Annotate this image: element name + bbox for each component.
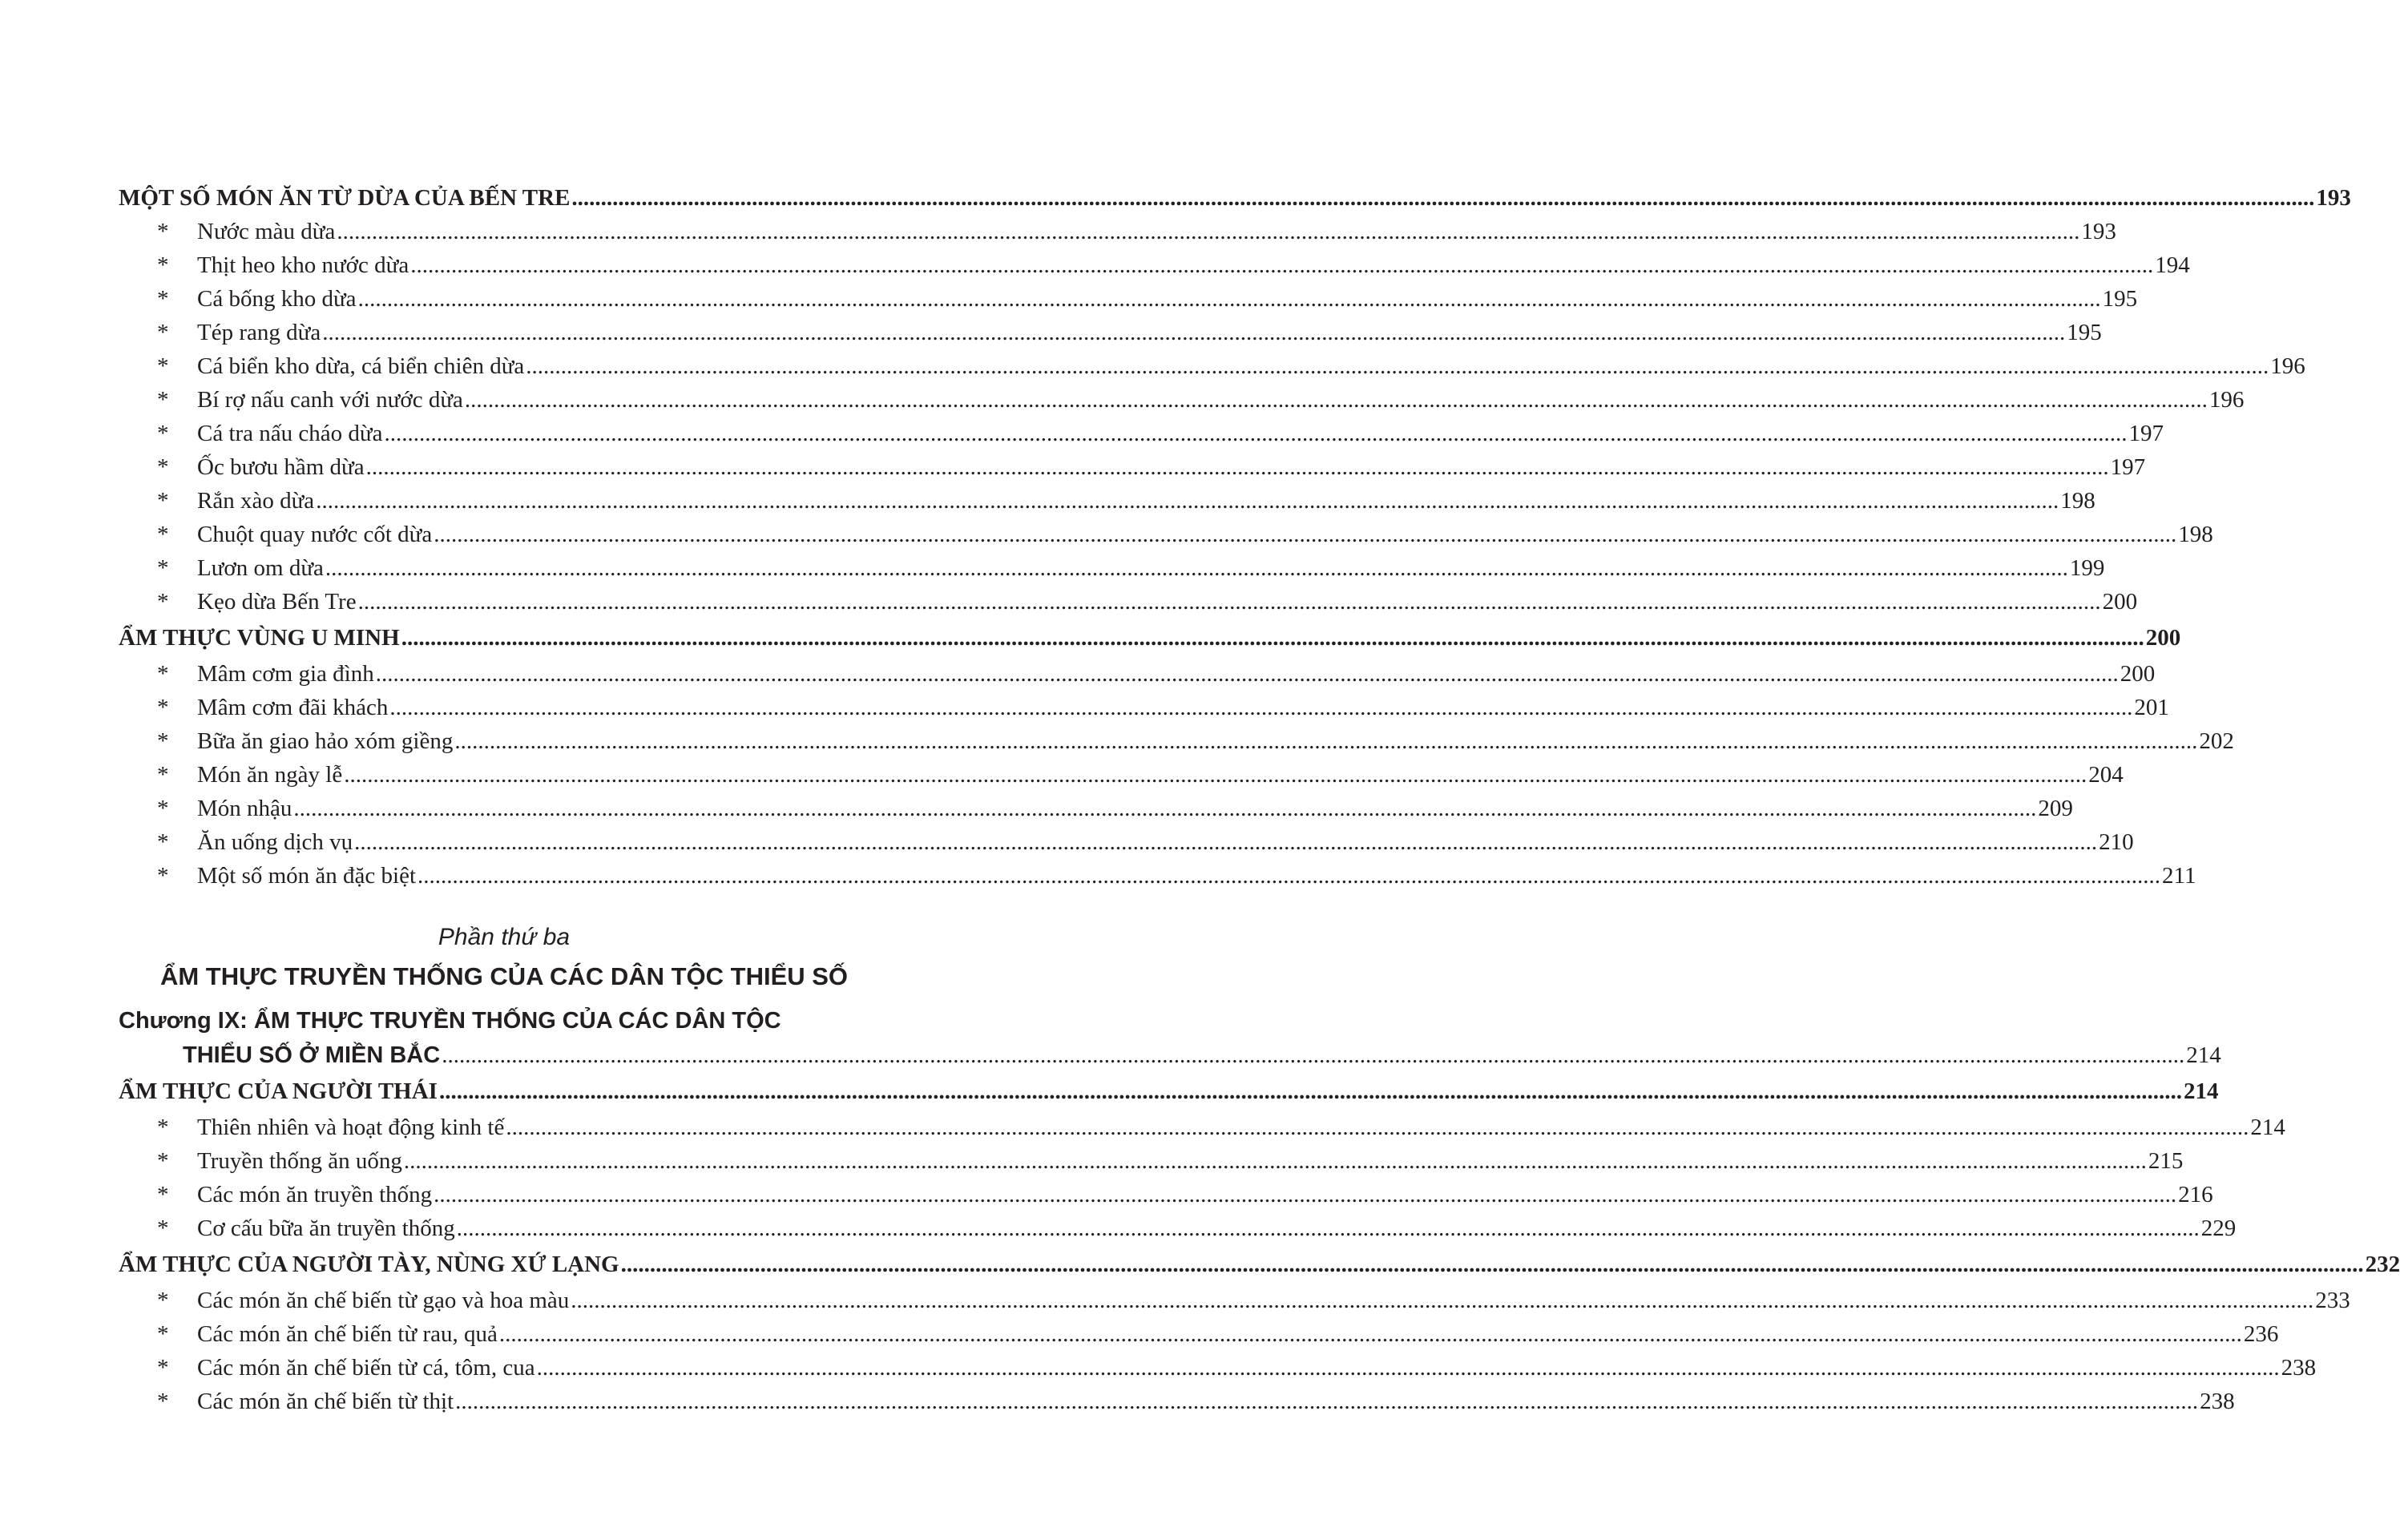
dot-leader: ............................................................................................................................................................................................................................................................................................................: [365, 454, 2109, 480]
toc-item-title: Món ăn ngày lễ: [197, 762, 343, 788]
toc-item: [119, 792, 2073, 825]
toc-item-page: 215: [2148, 1148, 2184, 1174]
toc-item: [119, 1144, 2184, 1178]
toc-item-page: 233: [2315, 1288, 2350, 1313]
toc-heading-page: 232: [2365, 1252, 2400, 1277]
dot-leader: ............................................................................................................................................................................................................................................................................................................: [506, 1115, 2249, 1140]
toc-item-page: 197: [2128, 421, 2164, 446]
dot-leader: ............................................................................................................................................................................................................................................................................................................: [434, 522, 2177, 547]
toc-heading-title: ẨM THỰC CỦA NGƯỜI THÁI: [119, 1078, 438, 1104]
toc-item-page: 195: [2102, 286, 2138, 312]
toc-item-page: 193: [2081, 219, 2116, 244]
dot-leader: ............................................................................................................................................................................................................................................................................................................: [316, 488, 2059, 514]
toc-heading: [119, 1245, 2400, 1284]
bullet-star: *: [157, 320, 169, 345]
toc-item-page: 238: [2200, 1389, 2235, 1414]
toc-item-title: Các món ăn chế biến từ gạo và hoa màu: [197, 1288, 570, 1313]
toc-heading-title: ẨM THỰC VÙNG U MINH: [119, 625, 400, 651]
toc-heading-title: MỘT SỐ MÓN ĂN TỪ DỪA CỦA BẾN TRE: [119, 185, 571, 211]
toc-item: [119, 691, 2169, 724]
toc-item: [119, 450, 2146, 484]
toc-item: [119, 825, 2134, 859]
dot-leader: ............................................................................................................................................................................................................................................................................................................: [417, 863, 2161, 889]
toc-item-page: 198: [2060, 488, 2095, 514]
toc-item: [119, 282, 2138, 316]
dot-leader: ............................................................................................................................................................................................................................................................................................................: [357, 589, 2101, 615]
bullet-star: *: [157, 1288, 169, 1313]
dot-leader: ............................................................................................................................................................................................................................................................................................................: [526, 353, 2269, 379]
toc-item-title: Một số món ăn đặc biệt: [197, 863, 417, 889]
toc-heading: [119, 1072, 2219, 1111]
toc-item-title: Chuột quay nước cốt dừa: [197, 522, 433, 547]
toc-item-title: Tép rang dừa: [197, 320, 321, 345]
bullet-star: *: [157, 1215, 169, 1241]
dot-leader: ............................................................................................................................................................................................................................................................................................................: [455, 1389, 2199, 1414]
bullet-star: *: [157, 286, 169, 312]
toc-item-title: Món nhậu: [197, 796, 292, 821]
toc-item-title: Cá tra nấu cháo dừa: [197, 421, 383, 446]
toc-item-page: 238: [2281, 1355, 2317, 1381]
toc-heading: [119, 619, 2181, 657]
bullet-star: *: [157, 1148, 169, 1174]
dot-leader: ............................................................................................................................................................................................................................................................................................................: [410, 252, 2154, 278]
dot-leader: ............................................................................................................................................................................................................................................................................................................: [498, 1321, 2242, 1347]
toc-item: [119, 1211, 2237, 1245]
dot-leader: ............................................................................................................................................................................................................................................................................................................: [536, 1355, 2280, 1381]
dot-leader: ............................................................................................................................................................................................................................................................................................................: [442, 1042, 2185, 1068]
toc-item: [119, 1385, 2235, 1418]
bullet-star: *: [157, 661, 169, 687]
toc-item: [119, 724, 2234, 758]
toc-heading: [119, 181, 2351, 215]
toc-item-page: 196: [2270, 353, 2305, 379]
bullet-star: *: [157, 387, 169, 413]
toc-item-page: 202: [2199, 728, 2234, 754]
dot-leader: ............................................................................................................................................................................................................................................................................................................: [293, 796, 2037, 821]
toc-item: [119, 316, 2102, 349]
toc-item-title: Bí rợ nấu canh với nước dừa: [197, 387, 463, 413]
bullet-star: *: [157, 454, 169, 480]
toc-item: [119, 1178, 2213, 1211]
bullet-star: *: [157, 829, 169, 855]
chapter-entry: [119, 1003, 2221, 1072]
dot-leader: ............................................................................................................................................................................................................................................................................................................: [571, 1288, 2314, 1313]
toc-item-title: Ăn uống dịch vụ: [197, 829, 353, 855]
toc-item: [119, 551, 2105, 585]
toc-item-title: Mâm cơm gia đình: [197, 661, 374, 687]
bullet-star: *: [157, 728, 169, 754]
dot-leader: ............................................................................................................................................................................................................................................................................................................: [354, 829, 2098, 855]
chapter-page: 214: [2186, 1042, 2221, 1068]
bullet-star: *: [157, 1182, 169, 1207]
toc-item-title: Các món ăn chế biến từ cá, tôm, cua: [197, 1355, 535, 1381]
toc-item-page: 236: [2243, 1321, 2279, 1347]
dot-leader: ............................................................................................................................................................................................................................................................................................................: [384, 421, 2128, 446]
bullet-star: *: [157, 1355, 169, 1381]
toc-upper: [119, 181, 2351, 893]
bullet-star: *: [157, 522, 169, 547]
bullet-star: *: [157, 252, 169, 278]
toc-item-page: 200: [2120, 661, 2156, 687]
toc-item-page: 196: [2208, 387, 2245, 413]
dot-leader: ............................................................................................................................................................................................................................................................................................................: [337, 219, 2080, 244]
dot-leader: ............................................................................................................................................................................................................................................................................................................: [325, 555, 2068, 581]
toc-item: [119, 349, 2305, 383]
bullet-star: *: [157, 1321, 169, 1347]
toc-item-title: Thiên nhiên và hoạt động kinh tế: [197, 1115, 505, 1140]
toc-item-page: 197: [2110, 454, 2146, 480]
toc-heading-page: 200: [2145, 625, 2181, 651]
toc-item-title: Cá biển kho dừa, cá biển chiên dừa: [197, 353, 525, 379]
dot-leader: ............................................................................................................................................................................................................................................................................................................: [620, 1252, 2364, 1277]
toc-item: [119, 417, 2164, 450]
bullet-star: *: [157, 488, 169, 514]
bullet-star: *: [157, 796, 169, 821]
toc-item: [119, 1111, 2285, 1144]
toc-item: [119, 215, 2116, 248]
bullet-star: *: [157, 555, 169, 581]
toc-item-page: 201: [2134, 695, 2169, 720]
toc-item-page: 209: [2038, 796, 2073, 821]
toc-item: [119, 518, 2213, 551]
chapter-title-line1: Chương IX: ẨM THỰC TRUYỀN THỐNG CỦA CÁC DÂN TỘC: [119, 1008, 781, 1034]
bullet-star: *: [157, 353, 169, 379]
toc-heading-title: ẨM THỰC CỦA NGƯỜI TÀY, NÙNG XỨ LẠNG: [119, 1252, 619, 1277]
dot-leader: ............................................................................................................................................................................................................................................................................................................: [454, 728, 2198, 754]
dot-leader: ............................................................................................................................................................................................................................................................................................................: [322, 320, 2066, 345]
toc-item: [119, 585, 2138, 619]
toc-item: [119, 758, 2124, 792]
toc-item: [119, 1284, 2350, 1317]
bullet-star: *: [157, 421, 169, 446]
dot-leader: ............................................................................................................................................................................................................................................................................................................: [456, 1215, 2200, 1241]
toc-item-page: 194: [2155, 252, 2190, 278]
toc-item-page: 195: [2067, 320, 2102, 345]
toc-item-page: 229: [2200, 1215, 2237, 1241]
toc-lower: [119, 1072, 2400, 1418]
toc-item-page: 200: [2102, 589, 2138, 615]
dot-leader: ............................................................................................................................................................................................................................................................................................................: [344, 762, 2087, 788]
toc-heading-page: 193: [2316, 185, 2351, 211]
toc-item-page: 216: [2178, 1182, 2213, 1207]
dot-leader: ............................................................................................................................................................................................................................................................................................................: [389, 695, 2133, 720]
bullet-star: *: [157, 1389, 169, 1414]
toc-item: [119, 1351, 2317, 1385]
part-label: Phần thứ ba: [438, 924, 571, 950]
dot-leader: ............................................................................................................................................................................................................................................................................................................: [438, 1078, 2182, 1104]
bullet-star: *: [157, 695, 169, 720]
bullet-star: *: [157, 863, 169, 889]
dot-leader: ............................................................................................................................................................................................................................................................................................................: [357, 286, 2101, 312]
bullet-star: *: [157, 219, 169, 244]
toc-item-title: Cá bống kho dừa: [197, 286, 357, 312]
dot-leader: ............................................................................................................................................................................................................................................................................................................: [375, 661, 2119, 687]
toc-item-page: 211: [2162, 863, 2196, 889]
toc-item-title: Các món ăn chế biến từ thịt: [197, 1389, 454, 1414]
toc-item-title: Các món ăn truyền thống: [197, 1182, 433, 1207]
dot-leader: ............................................................................................................................................................................................................................................................................................................: [434, 1182, 2177, 1207]
toc-item-title: Ốc bươu hầm dừa: [197, 454, 365, 480]
toc-item-title: Các món ăn chế biến từ rau, quả: [197, 1321, 498, 1347]
toc-item-title: Rắn xào dừa: [197, 488, 315, 514]
toc-item: [119, 484, 2095, 518]
dot-leader: ............................................................................................................................................................................................................................................................................................................: [464, 387, 2208, 413]
bullet-star: *: [157, 762, 169, 788]
toc-item-title: Bữa ăn giao hảo xóm giềng: [197, 728, 454, 754]
toc-item-title: Mâm cơm đãi khách: [197, 695, 389, 720]
toc-item-page: 214: [2250, 1115, 2285, 1140]
chapter-title-line2-row: [119, 1038, 2221, 1072]
toc-item-page: 204: [2088, 762, 2124, 788]
dot-leader: ............................................................................................................................................................................................................................................................................................................: [401, 625, 2144, 651]
toc-item: [119, 383, 2245, 417]
bullet-star: *: [157, 589, 169, 615]
toc-item: [119, 248, 2190, 282]
dot-leader: ............................................................................................................................................................................................................................................................................................................: [403, 1148, 2147, 1174]
toc-item-page: 199: [2069, 555, 2105, 581]
part-title: ẨM THỰC TRUYỀN THỐNG CỦA CÁC DÂN TỘC THIỂU SỐ: [159, 962, 849, 990]
bullet-star: *: [157, 1115, 169, 1140]
toc-item-title: Nước màu dừa: [197, 219, 336, 244]
toc-item: [119, 657, 2156, 691]
toc-item-title: Thịt heo kho nước dừa: [197, 252, 409, 278]
toc-item: [119, 1317, 2279, 1351]
toc-item-title: Kẹo dừa Bến Tre: [197, 589, 357, 615]
toc-item: [119, 859, 2196, 893]
toc-item-title: Lươn om dừa: [197, 555, 324, 581]
toc-item-page: 198: [2178, 522, 2213, 547]
toc-item-page: 210: [2099, 829, 2134, 855]
toc-item-title: Truyền thống ăn uống: [197, 1148, 402, 1174]
toc-item-title: Cơ cấu bữa ăn truyền thống: [197, 1215, 455, 1241]
toc-heading-page: 214: [2183, 1078, 2219, 1104]
dot-leader: ............................................................................................................................................................................................................................................................................................................: [571, 185, 2315, 211]
chapter-title-line2: THIỂU SỐ Ở MIỀN BẮC: [183, 1042, 441, 1068]
